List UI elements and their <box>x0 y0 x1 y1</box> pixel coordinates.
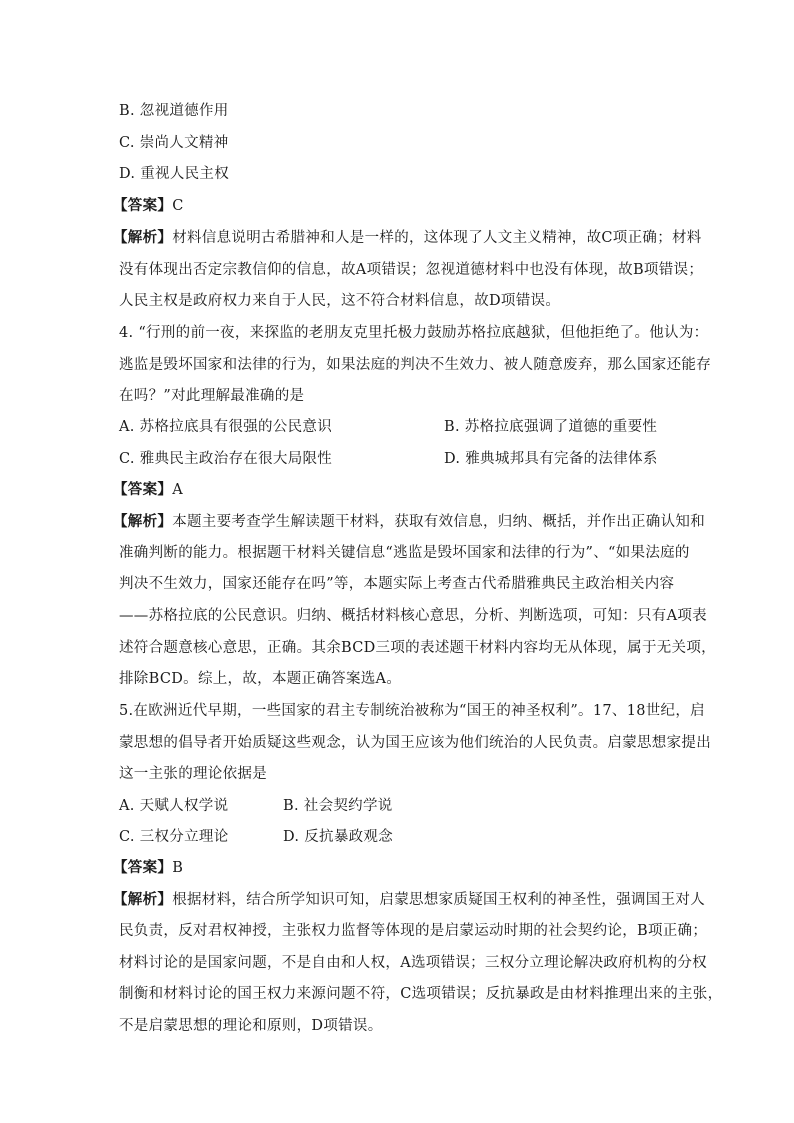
q3-analysis-line-1 <box>113 228 702 248</box>
q5-analysis-line-2: 民负责，反对君权神授，主张权力监督等体现的是启蒙运动时期的社会契约论，B项正确； <box>119 923 708 939</box>
analysis-text: 本题主要考查学生解读题干材料，获取有效信息，归纳、概括，并作出正确认知和 <box>172 514 705 530</box>
q4-analysis-line-5: 述符合题意核心意思，正确。其余BCD三项的表述题干材料内容均无从体现，属于无关项， <box>119 640 716 656</box>
q3-analysis-line-3: 人民主权是政府权力来自于人民，这不符合材料信息，故D项错误。 <box>119 293 561 309</box>
q5-stem-line-1: 5.在欧洲近代早期，一些国家的君主专制统治被称为“国王的神圣权利”。17、18世纪，启 <box>119 703 705 719</box>
q5-analysis-line-1 <box>113 890 705 910</box>
q4-option-a: A. 苏格拉底具有很强的公民意识 <box>119 419 332 435</box>
q3-option-b: B. 忽视道德作用 <box>119 103 229 119</box>
q4-analysis-line-6: 排除BCD。综上，故，本题正确答案选A。 <box>119 671 402 687</box>
q5-option-b: B. 社会契约学说 <box>283 798 393 814</box>
q4-analysis-line-2: 准确判断的能力。根据题干材料关键信息“逃监是毁坏国家和法律的行为”、“如果法庭的 <box>119 545 690 561</box>
q4-stem-line-3: 在吗？”对此理解最准确的是 <box>119 388 305 404</box>
answer-value: B <box>172 860 184 876</box>
q3-option-d: D. 重视人民主权 <box>119 166 230 182</box>
analysis-text: 材料信息说明古希腊神和人是一样的，这体现了人文主义精神，故C项正确；材料 <box>172 230 702 246</box>
q5-analysis-line-5: 不是启蒙思想的理论和原则，D项错误。 <box>119 1018 383 1034</box>
answer-value: A <box>172 482 183 498</box>
q5-option-c: C. 三权分立理论 <box>119 829 229 845</box>
q4-option-d: D. 雅典城邦具有完备的法律体系 <box>444 451 658 467</box>
analysis-tag: 【解析】 <box>113 891 173 908</box>
q3-answer-row <box>113 196 184 216</box>
q5-analysis-line-3: 材料讨论的是国家问题，不是自由和人权，A选项错误；三权分立理论解决政府机构的分权 <box>119 955 707 971</box>
q3-option-c: C. 崇尚人文精神 <box>119 135 229 151</box>
q4-stem-line-2: 逃监是毁坏国家和法律的行为，如果法庭的判决不生效力、被人随意废弃，那么国家还能存 <box>119 357 711 373</box>
answer-tag: 【答案】 <box>113 859 173 876</box>
q5-option-d: D. 反抗暴政观念 <box>283 829 394 845</box>
analysis-text: 根据材料，结合所学知识可知，启蒙思想家质疑国王权利的神圣性，强调国王对人 <box>172 892 705 908</box>
q4-analysis-line-3: 判决不生效力，国家还能存在吗”等，本题实际上考查古代希腊雅典民主政治相关内容 <box>119 576 675 592</box>
q5-answer-row <box>113 858 183 878</box>
answer-tag: 【答案】 <box>113 197 173 214</box>
q5-option-a: A. 天赋人权学说 <box>119 798 229 814</box>
q5-stem-line-2: 蒙思想的倡导者开始质疑这些观念，认为国王应该为他们统治的人民负责。启蒙思想家提出 <box>119 735 711 751</box>
analysis-tag: 【解析】 <box>113 229 173 246</box>
answer-value: C <box>172 198 184 214</box>
q3-analysis-line-2: 没有体现出否定宗教信仰的信息，故A项错误；忽视道德材料中也没有体现，故B项错误； <box>119 262 704 278</box>
analysis-tag: 【解析】 <box>113 513 173 530</box>
q4-analysis-line-1 <box>113 512 705 532</box>
q4-option-c: C. 雅典民主政治存在很大局限性 <box>119 451 333 467</box>
q5-analysis-line-4: 制衡和材料讨论的国王权力来源问题不符，C选项错误；反抗暴政是由材料推理出来的主张， <box>119 986 723 1002</box>
answer-tag: 【答案】 <box>113 481 173 498</box>
q4-answer-row <box>113 480 183 500</box>
q5-stem-line-3: 这一主张的理论依据是 <box>119 766 267 782</box>
q4-analysis-line-4: ——苏格拉底的公民意识。归纳、概括材料核心意思，分析、判断选项，可知：只有A项表 <box>119 608 707 624</box>
q4-option-b: B. 苏格拉底强调了道德的重要性 <box>444 419 658 435</box>
q4-stem-line-1: 4. “行刑的前一夜，来探监的老朋友克里托极力鼓励苏格拉底越狱，但他拒绝了。他认为： <box>119 325 709 341</box>
